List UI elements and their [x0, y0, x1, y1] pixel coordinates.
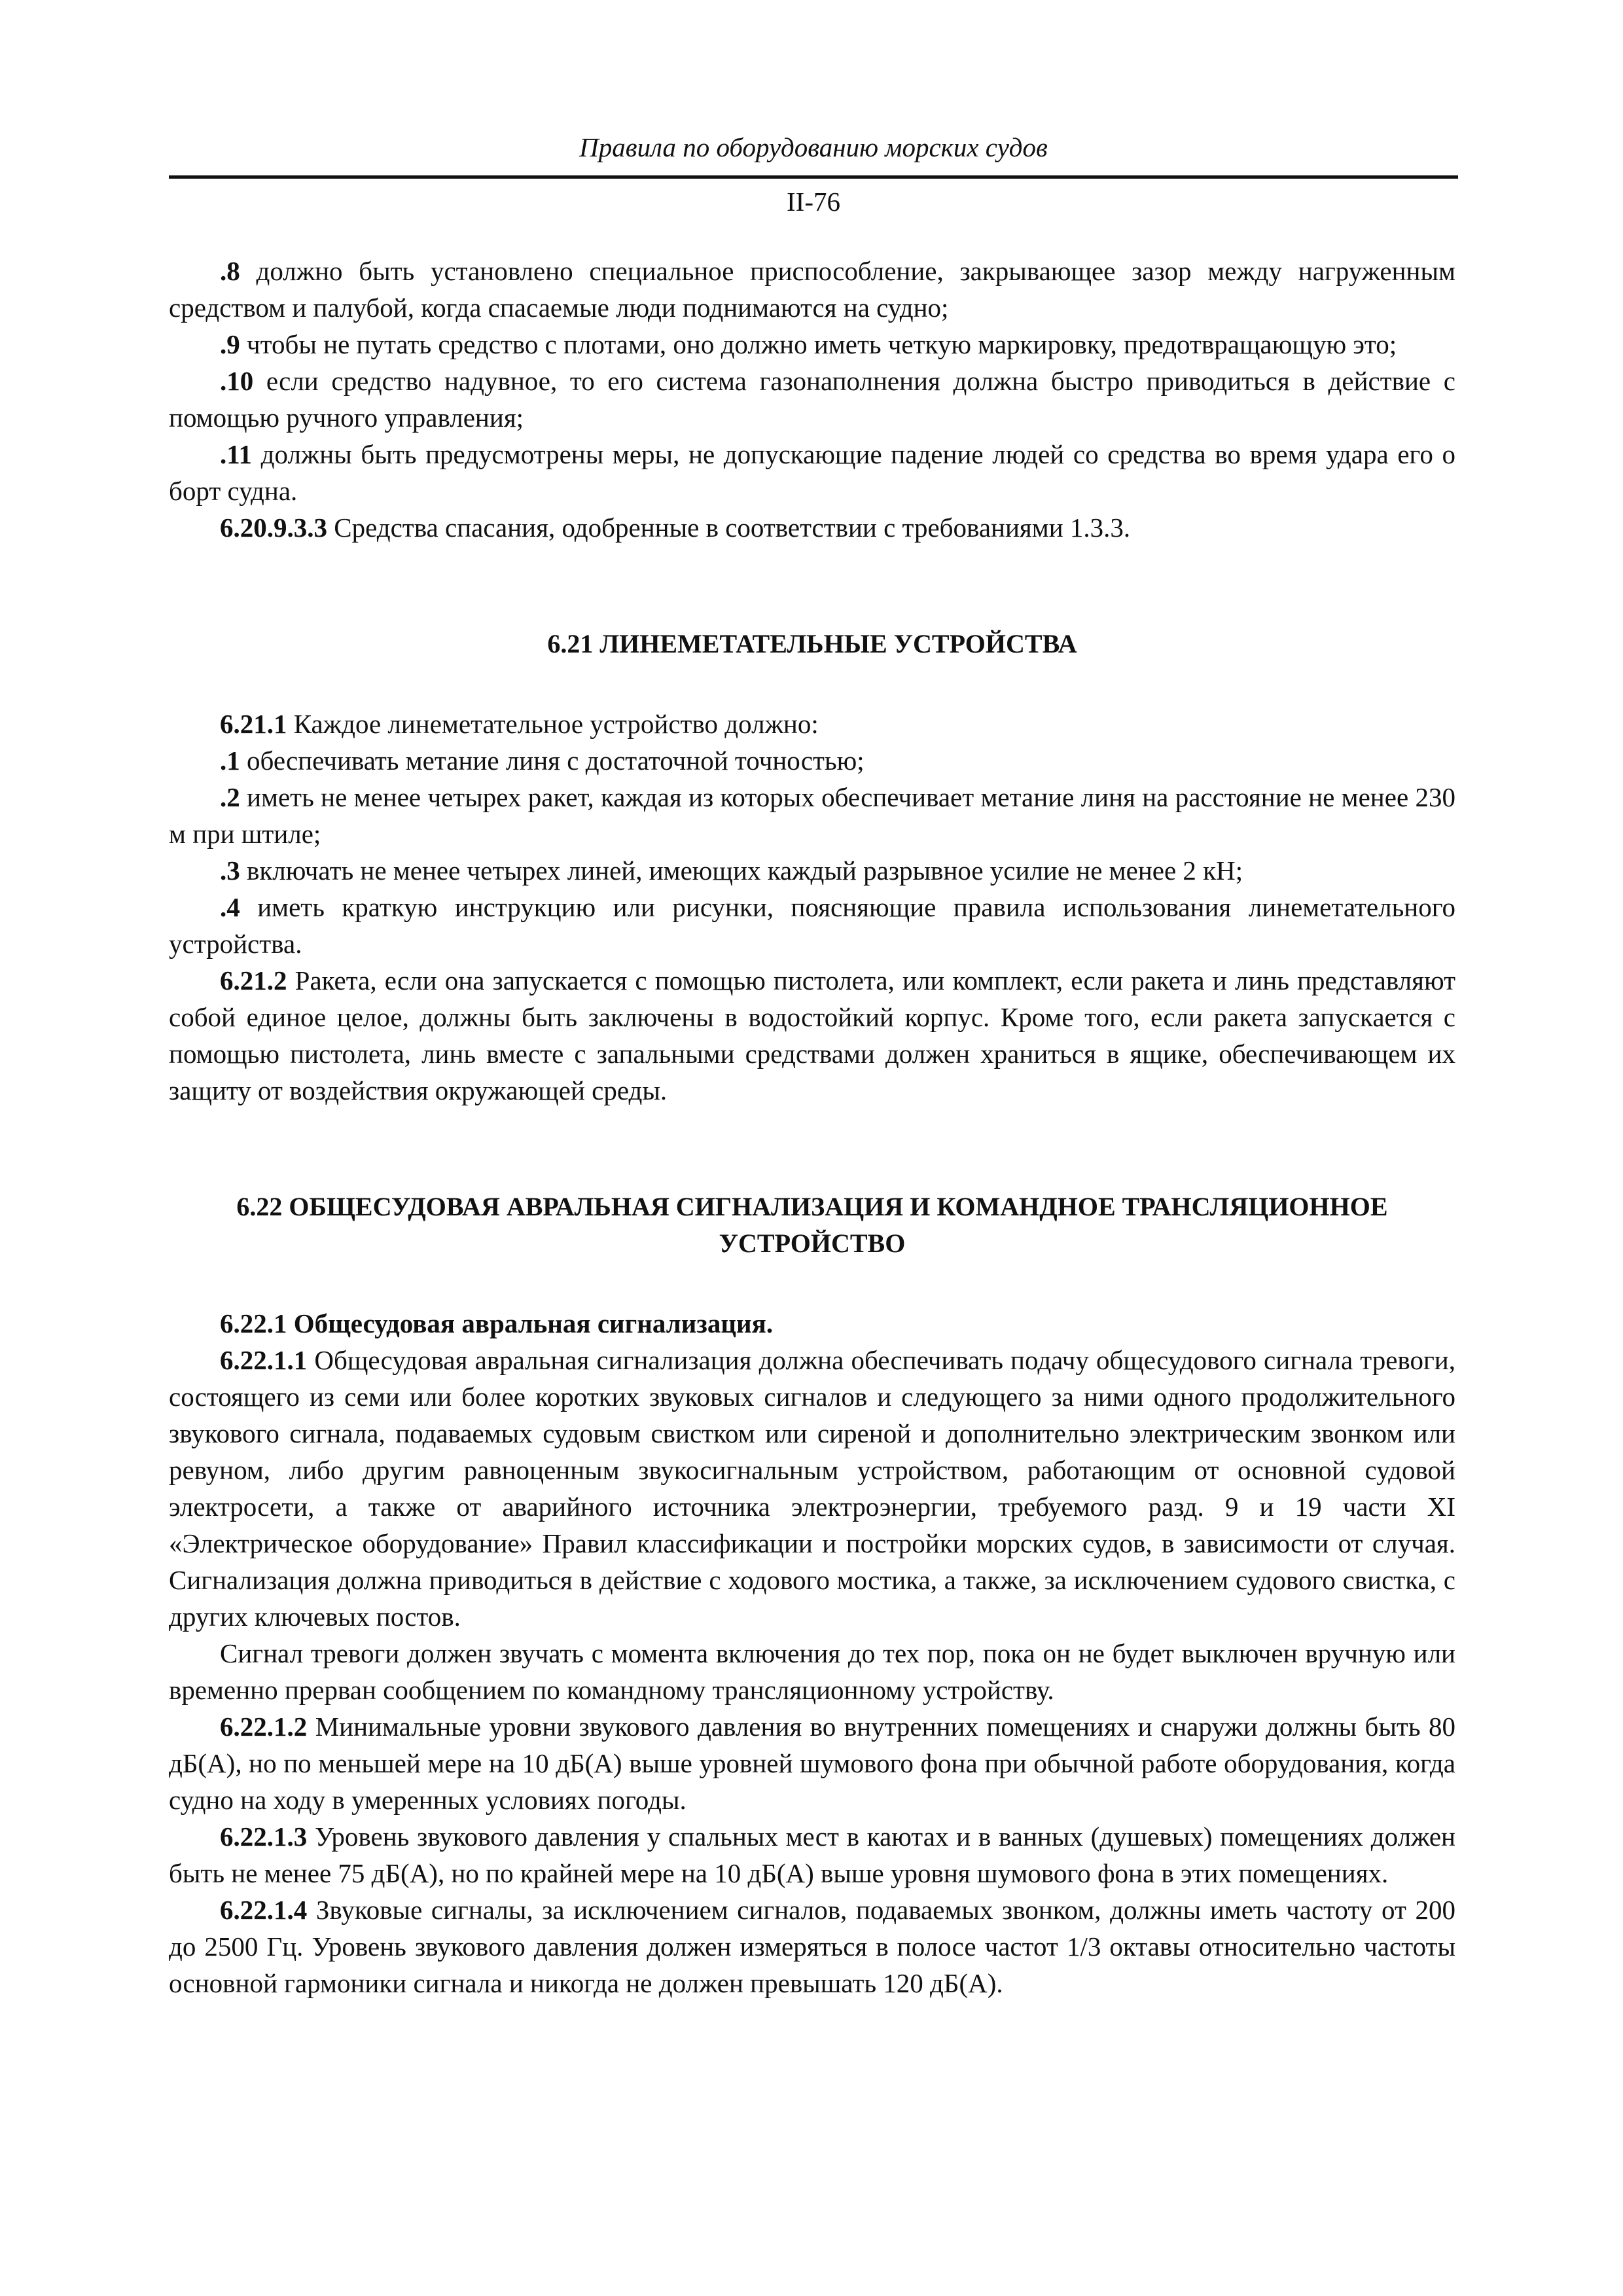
item-number: 6.20.9.3.3 [220, 512, 327, 543]
paragraph-text: должны быть предусмотрены меры, не допускающие падение людей со средства во время удара его о борт судна. [169, 439, 1455, 506]
paragraph-6-21-1 [169, 706, 1455, 742]
item-number: .3 [220, 855, 240, 886]
paragraph-text: иметь краткую инструкцию или рисунки, поясняющие правила использования линеметательного устройства. [169, 892, 1455, 959]
paragraph-text: если средство надувное, то его система газонаполнения должна быстро приводиться в действие с помощью ручного управления; [169, 366, 1455, 433]
paragraph-6-22-1-1 [169, 1342, 1455, 1635]
paragraph-alarm-duration [169, 1635, 1455, 1708]
item-number: 6.22.1.3 [220, 1821, 308, 1852]
subheading-6-22-1: 6.22.1 Общесудовая авральная сигнализация. [220, 1308, 774, 1338]
paragraph-6-22-1-2 [169, 1708, 1455, 1818]
paragraph-6-20-9-3-3 [169, 509, 1455, 546]
running-title: Правила по оборудованию морских судов [579, 132, 1048, 162]
paragraph-text: Звуковые сигналы, за исключением сигналов, подаваемых звонком, должны иметь частоту от 200 до 2500 Гц. Уровень звукового давления должен измеряться в полосе частот 1/3 октавы относительно частоты основной гармоники сигнала и никогда не должен превышать 120 дБ(А). [169, 1895, 1455, 1998]
item-number: 6.21.1 [220, 709, 287, 739]
item-number: 6.22.1.4 [220, 1895, 308, 1925]
item-number: .4 [220, 892, 240, 922]
paragraph-text: чтобы не путать средство с плотами, оно должно иметь четкую маркировку, предотвращающую это; [240, 329, 1397, 359]
paragraph-text: должно быть установлено специальное приспособление, закрывающее зазор между нагруженным средством и палубой, когда спасаемые люди поднимаются на судно; [169, 256, 1455, 323]
paragraph-text: Уровень звукового давления у спальных мест в каютах и в ванных (душевых) помещениях должен быть не менее 75 дБ(А), но по крайней мере на 10 дБ(А) выше уровня шумового фона в этих помещениях. [169, 1821, 1455, 1888]
paragraph-6-22-1-3 [169, 1818, 1455, 1892]
paragraph-6-22-1-4 [169, 1892, 1455, 2001]
paragraph-item-11 [169, 436, 1455, 509]
item-number: .8 [220, 256, 240, 286]
paragraph-text: Каждое линеметательное устройство должно: [287, 709, 819, 739]
item-number: .11 [220, 439, 252, 469]
paragraph-item-9 [169, 326, 1455, 363]
section-heading-line-1: 6.22 ОБЩЕСУДОВАЯ АВРАЛЬНАЯ СИГНАЛИЗАЦИЯ И КОМАНДНОЕ ТРАНСЛЯЦИОННОЕ [236, 1192, 1388, 1221]
paragraph-text: Средства спасания, одобренные в соответствии с требованиями 1.3.3. [327, 512, 1131, 543]
section-heading-line-2: УСТРОЙСТВО [719, 1229, 906, 1258]
item-number: .2 [220, 782, 240, 812]
paragraph-item-4 [169, 889, 1455, 962]
paragraph-item-2 [169, 779, 1455, 852]
paragraph-text: Сигнал тревоги должен звучать с момента включения до тех пор, пока он не будет выключен вручную или временно прерван сообщением по командному трансляционному устройству. [169, 1638, 1455, 1705]
document-body [169, 253, 1455, 2001]
page-number: II-76 [787, 187, 840, 217]
item-number: 6.22.1.2 [220, 1712, 308, 1742]
item-number: .1 [220, 745, 240, 776]
paragraph-text: Ракета, если она запускается с помощью пистолета, или комплект, если ракета и линь представляют собой единое целое, должны быть заключены в водостойкий корпус. Кроме того, если ракета запускается с помощью пистолета, линь вместе с запальными средствами должен храниться в ящике, обеспечивающем их защиту от воздействия окружающей среды. [169, 965, 1455, 1105]
paragraph-item-1 [169, 742, 1455, 779]
item-number: 6.22.1.1 [220, 1345, 308, 1375]
section-heading-6-22 [169, 1189, 1455, 1262]
paragraph-item-3 [169, 852, 1455, 889]
paragraph-text: обеспечивать метание линя с достаточной точностью; [240, 745, 865, 776]
paragraph-text: Минимальные уровни звукового давления во внутренних помещениях и снаружи должны быть 80 дБ(А), но по меньшей мере на 10 дБ(А) выше уровней шумового фона при обычной работе оборудования, когда судно на ходу в умеренных условиях погоды. [169, 1712, 1455, 1815]
paragraph-item-8 [169, 253, 1455, 326]
item-number: 6.21.2 [220, 965, 287, 996]
header-rule [169, 175, 1458, 179]
paragraph-text: включать не менее четырех линей, имеющих каждый разрывное усилие не менее 2 кН; [240, 855, 1243, 886]
section-heading-6-21: 6.21 ЛИНЕМЕТАТЕЛЬНЫЕ УСТРОЙСТВА [547, 629, 1077, 658]
paragraph-6-21-2 [169, 962, 1455, 1109]
paragraph-item-10 [169, 363, 1455, 436]
item-number: .10 [220, 366, 254, 396]
item-number: .9 [220, 329, 240, 359]
paragraph-text: иметь не менее четырех ракет, каждая из которых обеспечивает метание линя на расстояние не менее 230 м при штиле; [169, 782, 1455, 849]
paragraph-text: Общесудовая авральная сигнализация должна обеспечивать подачу общесудового сигнала тревоги, состоящего из семи или более коротких звуковых сигналов и следующего за ними одного продолжительного звукового сигнала, подаваемых судовым свистком или сиреной и дополнительно электрическим звонком или ревуном, либо другим равноценным звукосигнальным устройством, работающим от основной судовой электросети, а также от аварийного источника электроэнергии, требуемого разд. 9 и 19 части XI «Электрическое оборудование» Правил классификации и постройки морских судов, в зависимости от случая. Сигнализация должна приводиться в действие с ходового мостика, а также, за исключением судового свистка, с других ключевых постов. [169, 1345, 1455, 1632]
